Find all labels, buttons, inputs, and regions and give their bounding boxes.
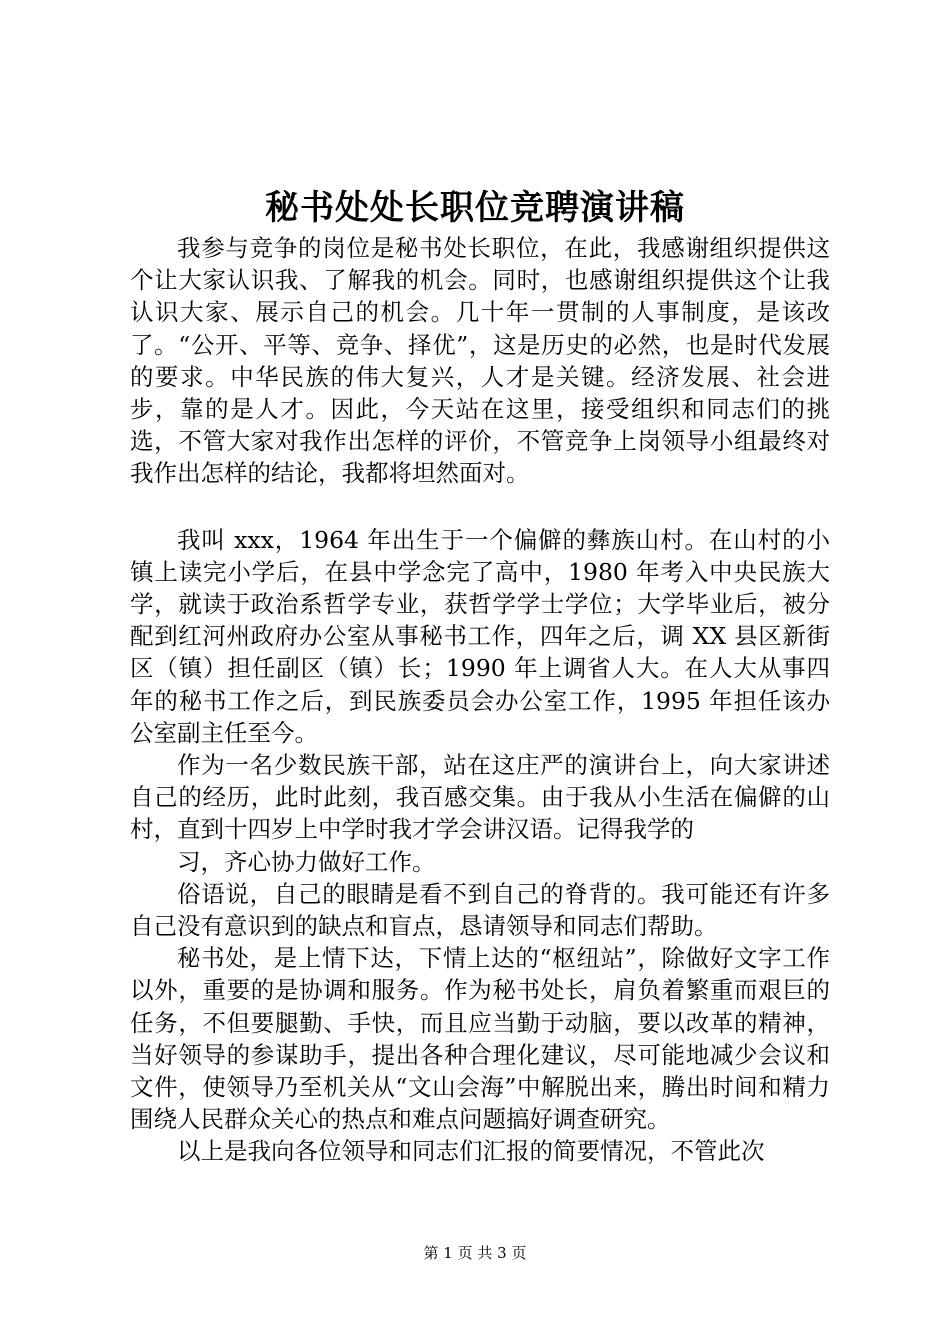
paragraph-gap xyxy=(130,490,830,524)
paragraph-closing: 以上是我向各位领导和同志们汇报的简要情况，不管此次 xyxy=(177,1137,765,1166)
page-footer: 第 1 页 共 3 页 xyxy=(423,1244,527,1262)
document-title: 秘书处处长职位竞聘演讲稿 xyxy=(265,188,685,228)
paragraph-proverb: 俗语说，自己的眼睛是看不到自己的脊背的。我可能还有许多自己没有意识到的缺点和盲点，恳请领导和同志们帮助。 xyxy=(130,879,830,941)
paragraph-secretariat: 秘书处，是上情下达，下情上达的“枢纽站”，除做好文字工作以外，重要的是协调和服务。作为秘书处长，肩负着繁重而艰巨的任务，不但要腿勤、手快，而且应当勤于动脑，要以改革的精神，当好领导的参谋助手，提出各种合理化建议，尽可能地减少会议和文件，使领导乃至机关从“文山会海”中解脱出来，腾出时间和精力围绕人民群众关心的热点和难点问题搞好调查研究。 xyxy=(130,944,830,1134)
paragraph-experience: 作为一名少数民族干部，站在这庄严的演讲台上，向大家讲述自己的经历，此时此刻，我百感交集。由于我从小生活在偏僻的山村，直到十四岁上中学时我才学会讲汉语。记得我学的 xyxy=(130,751,830,844)
document-body xyxy=(130,232,830,1168)
paragraph-fragment: 习，齐心协力做好工作。 xyxy=(177,847,436,876)
paragraph-intro: 我参与竞争的岗位是秘书处长职位，在此，我感谢组织提供这个让大家认识我、了解我的机会。同时，也感谢组织提供这个让我认识大家、展示自己的机会。几十年一贯制的人事制度，是该改了。“公开、平等、竞争、择优”，这是历史的必然，也是时代发展的要求。中华民族的伟大复兴，人才是关键。经济发展、社会进步，靠的是人才。因此，今天站在这里，接受组织和同志们的挑选，不管大家对我作出怎样的评价，不管竞争上岗领导小组最终对我作出怎样的结论，我都将坦然面对。 xyxy=(130,234,830,488)
paragraph-biography: 我叫 xxx，1964 年出生于一个偏僻的彝族山村。在山村的小镇上读完小学后，在县中学念完了高中，1980 年考入中央民族大学，就读于政治系哲学专业，获哲学学士学位；大学毕业后，被分配到红河州政府办公室从事秘书工作，四年之后，调 XX 县区新街区（镇）担任副区（镇）长；1990 年上调省人大。在人大从事四年的秘书工作之后，到民族委员会办公室工作，1995 年担任该办公室副主任至今。 xyxy=(130,525,830,747)
